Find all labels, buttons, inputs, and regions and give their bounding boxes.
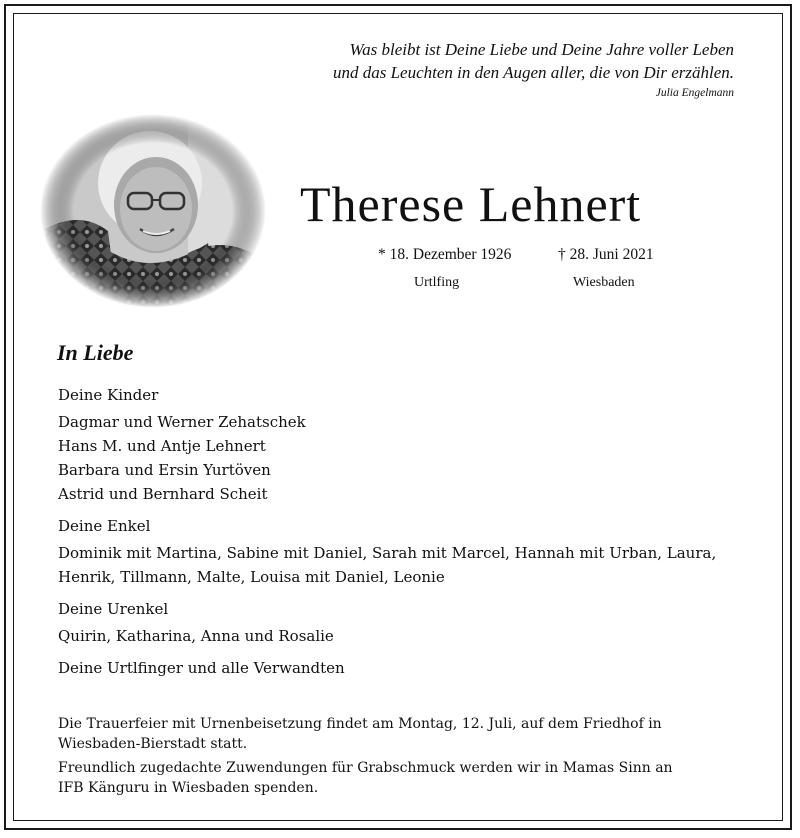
mourner-line: Dominik mit Martina, Sabine mit Daniel, Sarah mit Marcel, Hannah mit Urban, Laura, [58,544,717,562]
quote-author: Julia Engelmann [655,87,734,99]
notice-line: Die Trauerfeier mit Urnenbeisetzung findet am Montag, 12. Juli, auf dem Friedhof in [58,716,662,732]
epigraph-quote [214,38,734,84]
notice-line: IFB Känguru in Wiesbaden spenden. [58,780,319,796]
group-title: Deine Urenkel [58,600,169,618]
deceased-name: Therese Lehnert [300,176,642,232]
quote-line: und das Leuchten in den Augen aller, die von Dir erzählen. [332,63,734,82]
notice-line: Wiesbaden-Bierstadt statt. [58,736,248,752]
mourner-line: Barbara und Ersin Yurtöven [58,461,271,479]
mourner-line: Astrid und Bernhard Scheit [58,485,268,503]
notice-line: Freundlich zugedachte Zuwendungen für Grabschmuck werden wir in Mamas Sinn an [58,760,673,776]
group-relatives [58,656,758,680]
mourner-line: Henrik, Tillmann, Malte, Louisa mit Daniel, Leonie [58,568,445,586]
death-date: † 28. Juni 2021 [558,246,654,263]
group-grandchildren [58,514,758,589]
quote-line: Was bleibt ist Deine Liebe und Deine Jahre voller Leben [349,40,734,59]
group-body [58,624,758,648]
mourners-list [58,383,758,680]
portrait-photo [38,113,268,309]
section-heading: In Liebe [57,340,134,365]
group-body [58,541,758,589]
mourner-line: Hans M. und Antje Lehnert [58,437,266,455]
group-children [58,383,758,506]
ceremony-paragraph [58,714,758,754]
group-title: Deine Enkel [58,517,151,535]
group-title: Deine Kinder [58,386,159,404]
group-title: Deine Urtlfinger und alle Verwandten [58,659,345,677]
birth-place: Urtlfing [414,275,460,290]
mourner-line: Dagmar und Werner Zehatschek [58,413,306,431]
birth-date: * 18. Dezember 1926 [378,246,512,263]
death-place: Wiesbaden [573,275,635,290]
group-body [58,410,758,506]
funeral-notice [58,714,758,802]
mourner-line: Quirin, Katharina, Anna und Rosalie [58,627,334,645]
group-great-grandchildren [58,597,758,648]
donation-paragraph [58,758,758,798]
